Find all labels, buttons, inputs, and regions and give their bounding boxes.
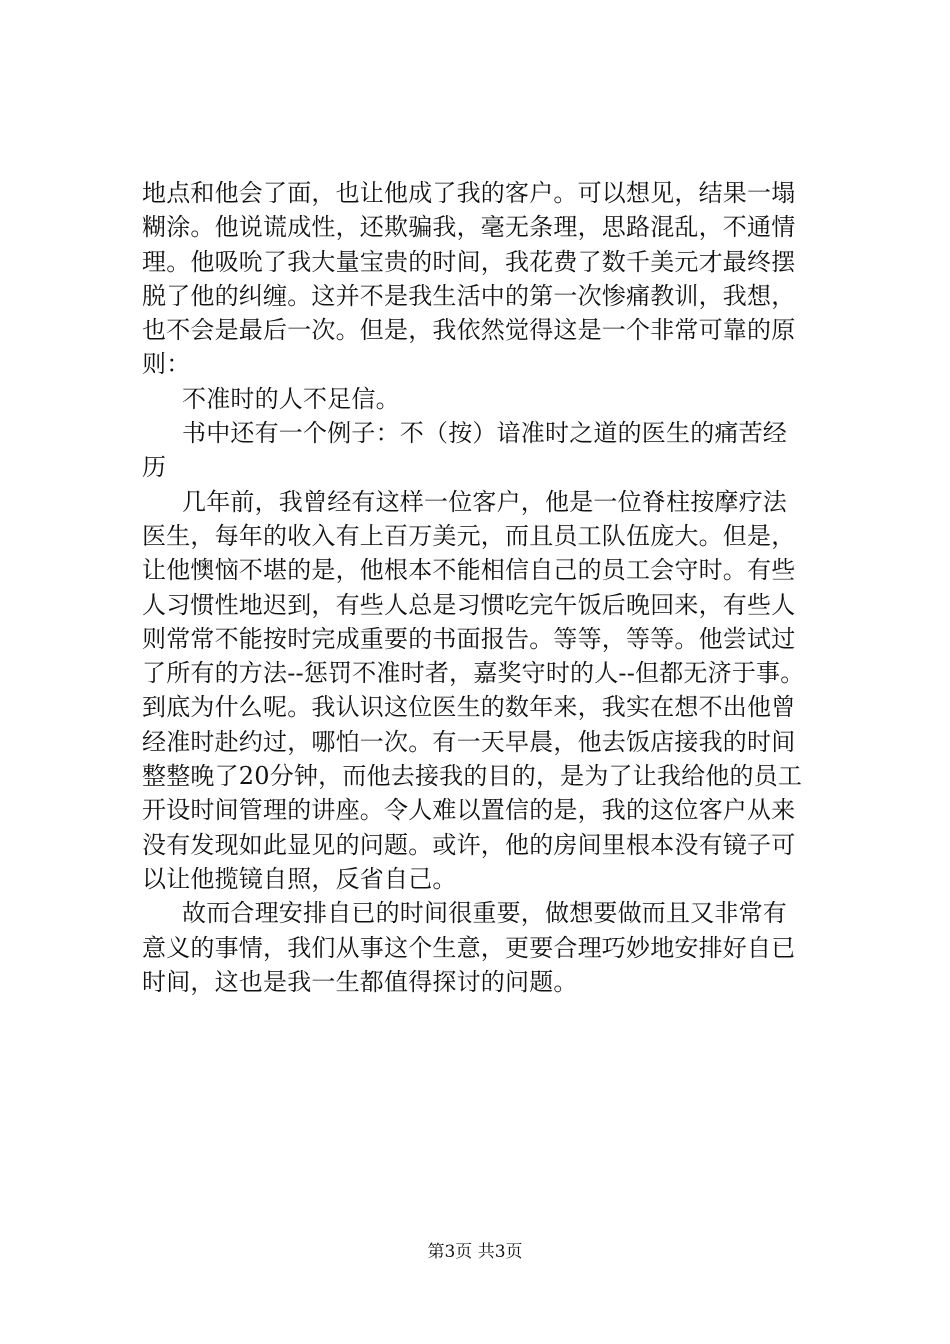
text-line: 人习惯性地迟到，有些人总是习惯吃完午饭后晚回来，有些人 (142, 590, 796, 619)
text-line: 历 (142, 453, 167, 482)
text-line: 则： (142, 350, 191, 379)
text-line: 没有发现如此显见的问题。或许，他的房间里根本没有镜子可 (142, 830, 796, 859)
text-line: 书中还有一个例子：不（按）谙准时之道的医生的痛苦经 (182, 419, 787, 448)
text-line: 地点和他会了面，也让他成了我的客户。可以想见，结果一塌 (142, 179, 796, 207)
text-line: 医生，每年的收入有上百万美元，而且员工队伍庞大。但是， (142, 521, 796, 550)
text-line: 故而合理安排自已的时间很重要，做想要做而且又非常有 (182, 899, 787, 928)
text-line: 整整晚了20分钟，而他去接我的目的，是为了让我给他的员工 (142, 762, 803, 791)
text-line: 开设时间管理的讲座。令人难以置信的是，我的这位客户从来 (142, 796, 796, 825)
text-line: 几年前，我曾经有这样一位客户，他是一位脊柱按摩疗法 (182, 487, 787, 516)
text-line: 脱了他的纠缠。这并不是我生活中的第一次惨痛教训，我想， (142, 281, 796, 310)
page-footer: 第3页 共3页 (427, 1242, 523, 1262)
text-line: 让他懊恼不堪的是，他根本不能相信自己的员工会守时。有些 (142, 556, 796, 585)
text-line: 了所有的方法--惩罚不准时者，嘉奖守时的人--但都无济于事。 (142, 659, 805, 688)
text-line: 时间，这也是我一生都值得探讨的问题。 (142, 967, 578, 996)
text-line: 经准时赴约过，哪怕一次。有一天早晨，他去饭店接我的时间 (142, 727, 796, 756)
text-line: 以让他揽镜自照，反省自己。 (142, 864, 457, 893)
text-line: 理。他吸吮了我大量宝贵的时间，我花费了数千美元才最终摆 (142, 247, 796, 276)
text-line: 意义的事情，我们从事这个生意，更要合理巧妙地安排好自已 (142, 933, 796, 962)
text-line: 也不会是最后一次。但是，我依然觉得这是一个非常可靠的原 (142, 316, 796, 345)
text-line: 到底为什么呢。我认识这位医生的数年来，我实在想不出他曾 (142, 693, 796, 722)
text-line: 则常常不能按时完成重要的书面报告。等等，等等。他尝试过 (142, 624, 796, 653)
text-line: 不准时的人不足信。 (182, 384, 400, 413)
text-line: 糊涂。他说谎成性，还欺骗我，毫无条理，思路混乱，不通情 (142, 213, 796, 242)
body-text (142, 176, 842, 999)
